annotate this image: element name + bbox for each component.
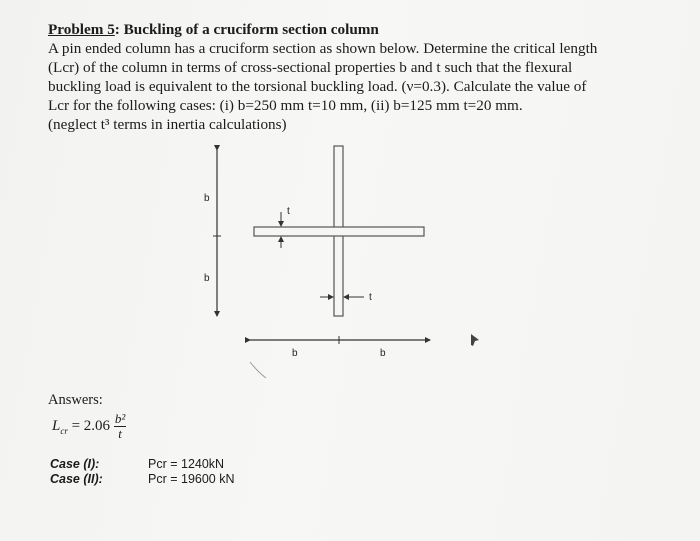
dim-label-b-bottom: b [204,273,210,284]
formula-subscript: cr [60,425,68,436]
problem-line-3: buckling load is equivalent to the torsional buckling load. (ν=0.3). Calculate the value of [48,78,587,95]
answer-formula [52,412,126,441]
problem-line-4: Lcr for the following cases: (i) b=250 mm t=10 mm, (ii) b=125 mm t=20 mm. [48,97,523,114]
formula-lhs: L [52,417,61,434]
formula-denominator: t [118,426,122,441]
problem-number: Problem 5 [48,21,115,38]
answer-cases [50,457,235,487]
formula-numerator: b² [114,411,126,426]
problem-line-1: A pin ended column has a cruciform section as shown below. Determine the critical length [48,40,598,57]
problem-title-text: : Buckling of a cruciform section column [114,21,379,38]
cursor-icon [471,334,479,346]
dim-label-b-left: b [292,348,298,359]
answers-heading: Answers: [48,392,103,408]
dim-label-b-top: b [204,193,210,204]
formula-fraction [114,412,126,441]
dim-label-b-right: b [380,348,386,359]
case-value-1: Pcr = 1240kN [148,457,225,471]
case-value-2: Pcr = 19600 kN [148,472,235,486]
case-label-1: Case (I): [50,457,100,471]
problem-line-2: (Lcr) of the column in terms of cross-sectional properties b and t such that the flexural [48,59,573,76]
formula-equals: = 2.06 [67,417,111,434]
dim-label-t-top: t [287,206,290,217]
case-row-1 [50,457,235,472]
case-label-2: Case (II): [50,472,103,486]
problem-line-5: (neglect t³ terms in inertia calculations) [48,116,287,133]
pen-stroke-mark [250,362,266,378]
dim-label-t-right: t [369,292,372,303]
case-row-2 [50,472,235,487]
